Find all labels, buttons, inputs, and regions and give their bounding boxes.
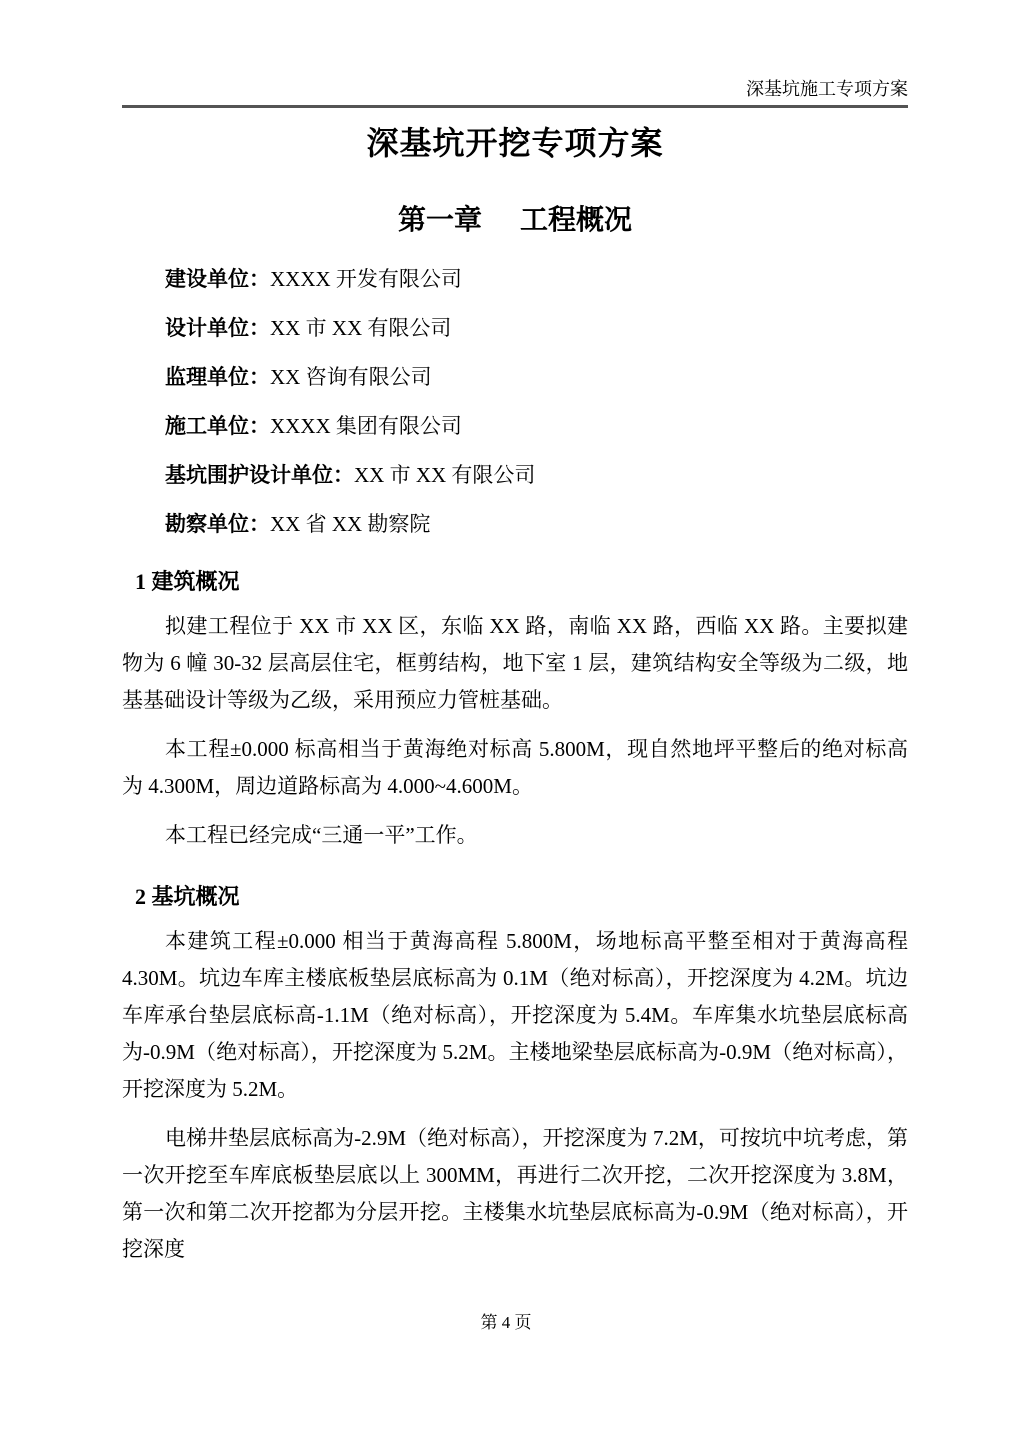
paragraph: 电梯井垫层底标高为-2.9M（绝对标高），开挖深度为 7.2M，可按坑中坑考虑，第一次开挖至车库底板垫层底以上 300MM，再进行二次开挖，二次开挖深度为 3.8M，第一次和第二次开挖都为分层开挖。主楼集水坑垫层底标高为-0.9M（绝对标高），开挖深度	[122, 1126, 908, 1261]
paragraph: 本工程已经完成“三通一平”工作。	[165, 823, 478, 847]
section-heading: 1 建筑概况	[135, 569, 240, 594]
section-pit-overview	[122, 882, 908, 1268]
unit-contractor	[122, 412, 908, 441]
unit-value: XX 市 XX 有限公司	[354, 463, 536, 487]
unit-label: 建设单位：	[165, 267, 270, 291]
unit-label: 施工单位：	[165, 414, 270, 438]
page-footer	[0, 1312, 1012, 1333]
unit-label: 勘察单位：	[165, 512, 270, 536]
paragraph: 拟建工程位于 XX 市 XX 区，东临 XX 路，南临 XX 路，西临 XX 路。主要拟建物为 6 幢 30-32 层高层住宅，框剪结构，地下室 1 层，建筑结构安全等级为二级，地基基础设计等级为乙级，采用预应力管桩基础。	[122, 614, 908, 712]
section-building-overview	[122, 567, 908, 854]
section-heading: 2 基坑概况	[135, 884, 240, 909]
chapter-heading	[122, 205, 908, 237]
unit-construction	[122, 265, 908, 294]
document-title: 深基坑开挖专项方案	[366, 125, 664, 161]
paragraph: 本建筑工程±0.000 相当于黄海高程 5.800M，场地标高平整至相对于黄海高程 4.30M。坑边车库主楼底板垫层底标高为 0.1M（绝对标高），开挖深度为 4.2M。坑边车库承台垫层底标高-1.1M（绝对标高），开挖深度为 5.4M。车库集水坑垫层底标高为-0.9M（绝对标高），开挖深度为 5.2M。主楼地梁垫层底标高为-0.9M（绝对标高），开挖深度为 5.2M。	[122, 929, 908, 1101]
unit-value: XXXX 集团有限公司	[270, 414, 462, 438]
chapter-number: 第一章	[397, 205, 482, 236]
unit-design	[122, 314, 908, 343]
page-header	[122, 78, 908, 108]
unit-list	[122, 265, 908, 539]
unit-survey	[122, 510, 908, 539]
unit-value: XXXX 开发有限公司	[270, 267, 462, 291]
header-text: 深基坑施工专项方案	[746, 79, 908, 99]
page-content	[122, 0, 908, 1280]
unit-value: XX 咨询有限公司	[270, 365, 432, 389]
unit-label: 设计单位：	[165, 316, 270, 340]
unit-value: XX 省 XX 勘察院	[270, 512, 431, 536]
unit-label: 监理单位：	[165, 365, 270, 389]
page-number: 第 4 页	[480, 1313, 532, 1332]
paragraph: 本工程±0.000 标高相当于黄海绝对标高 5.800M，现自然地坪平整后的绝对标高为 4.300M，周边道路标高为 4.000~4.600M。	[122, 737, 908, 798]
unit-label: 基坑围护设计单位：	[165, 463, 354, 487]
unit-value: XX 市 XX 有限公司	[270, 316, 452, 340]
unit-pit-enclosure-design	[122, 461, 908, 490]
chapter-name: 工程概况	[520, 205, 633, 236]
unit-supervision	[122, 363, 908, 392]
